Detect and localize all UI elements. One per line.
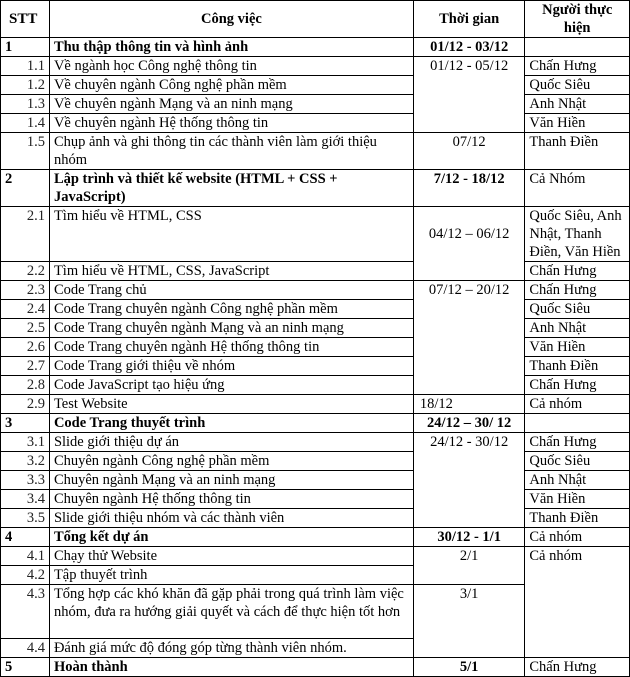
cell-person[interactable]: Chấn Hưng xyxy=(525,262,630,281)
table-row xyxy=(1,376,630,395)
table-row xyxy=(1,490,630,509)
table-row xyxy=(1,471,630,490)
cell-task[interactable]: Code Trang chủ xyxy=(49,281,413,300)
cell-person[interactable]: Chấn Hưng xyxy=(525,57,630,76)
table-row xyxy=(1,300,630,319)
cell-task[interactable]: Đánh giá mức độ đóng góp từng thành viên nhóm. xyxy=(49,639,413,658)
cell-stt[interactable]: 2.5 xyxy=(1,319,50,338)
cell-stt[interactable]: 2.6 xyxy=(1,338,50,357)
cell-stt[interactable]: 3.2 xyxy=(1,452,50,471)
cell-stt[interactable]: 4.2 xyxy=(1,566,50,585)
cell-task[interactable]: Slide giới thiệu dự án xyxy=(49,433,413,452)
table-row-section xyxy=(1,38,630,57)
cell-person[interactable]: Văn Hiền xyxy=(525,114,630,133)
cell-stt[interactable]: 2.3 xyxy=(1,281,50,300)
cell-stt[interactable]: 2.8 xyxy=(1,376,50,395)
cell-stt[interactable]: 3.5 xyxy=(1,509,50,528)
cell-person[interactable]: Văn Hiền xyxy=(525,490,630,509)
cell-task[interactable]: Chụp ảnh và ghi thông tin các thành viên làm giới thiệu nhóm xyxy=(49,133,413,170)
table-row-section xyxy=(1,170,630,207)
cell-person[interactable]: Cả Nhóm xyxy=(525,170,630,207)
cell-task[interactable]: Code Trang chuyên ngành Công nghệ phần mềm xyxy=(49,300,413,319)
cell-person[interactable]: Anh Nhật xyxy=(525,319,630,338)
cell-person[interactable]: Thanh Điền xyxy=(525,357,630,376)
cell-task[interactable]: Code Trang thuyết trình xyxy=(49,414,413,433)
cell-task[interactable]: Hoàn thành xyxy=(49,658,413,677)
cell-time[interactable]: 5/1 xyxy=(413,658,525,677)
cell-stt[interactable]: 2.4 xyxy=(1,300,50,319)
cell-task[interactable]: Thu thập thông tin và hình ảnh xyxy=(49,38,413,57)
cell-task[interactable]: Lập trình và thiết kế website (HTML + CSS + JavaScript) xyxy=(49,170,413,207)
cell-person[interactable]: Văn Hiền xyxy=(525,338,630,357)
cell-person[interactable]: Quốc Siêu, Anh Nhật, Thanh Điền, Văn Hiền xyxy=(525,207,630,262)
cell-person[interactable]: Cả nhóm xyxy=(525,528,630,547)
cell-time[interactable]: 01/12 - 05/12 xyxy=(413,57,525,133)
table-row xyxy=(1,319,630,338)
cell-task[interactable]: Slide giới thiệu nhóm và các thành viên xyxy=(49,509,413,528)
cell-task[interactable]: Về chuyên ngành Công nghệ phần mềm xyxy=(49,76,413,95)
cell-time[interactable]: 24/12 – 30/ 12 xyxy=(413,414,525,433)
cell-stt[interactable]: 3.3 xyxy=(1,471,50,490)
cell-task[interactable]: Tổng kết dự án xyxy=(49,528,413,547)
cell-task[interactable]: Code Trang chuyên ngành Hệ thống thông tin xyxy=(49,338,413,357)
cell-time[interactable]: 24/12 - 30/12 xyxy=(413,433,525,528)
cell-task[interactable]: Về chuyên ngành Hệ thống thông tin xyxy=(49,114,413,133)
cell-stt[interactable]: 1.1 xyxy=(1,57,50,76)
cell-task[interactable]: Tổng hợp các khó khăn đã gặp phải trong quá trình làm việc nhóm, đưa ra hướng giải quyết và cách để thực hiện tốt hơn xyxy=(49,585,413,639)
table-row-section xyxy=(1,528,630,547)
cell-stt[interactable]: 5 xyxy=(1,658,50,677)
cell-person[interactable]: Thanh Điền xyxy=(525,133,630,170)
cell-person[interactable] xyxy=(525,414,630,433)
cell-stt[interactable]: 2 xyxy=(1,170,50,207)
cell-person[interactable]: Quốc Siêu xyxy=(525,300,630,319)
cell-task[interactable]: Code Trang giới thiệu về nhóm xyxy=(49,357,413,376)
table-row xyxy=(1,207,630,262)
cell-task[interactable]: Code Trang chuyên ngành Mạng và an ninh mạng xyxy=(49,319,413,338)
cell-stt[interactable]: 1.3 xyxy=(1,95,50,114)
cell-person[interactable]: Cả nhóm xyxy=(525,395,630,414)
cell-person[interactable]: Quốc Siêu xyxy=(525,452,630,471)
cell-time[interactable]: 2/1 xyxy=(413,547,525,585)
cell-time[interactable]: 04/12 – 06/12 xyxy=(413,207,525,281)
table-row xyxy=(1,281,630,300)
cell-time[interactable]: 7/12 - 18/12 xyxy=(413,170,525,207)
table-row-section xyxy=(1,414,630,433)
cell-task[interactable]: Về ngành học Công nghệ thông tin xyxy=(49,57,413,76)
cell-task[interactable]: Code JavaScript tạo hiệu ứng xyxy=(49,376,413,395)
cell-stt[interactable]: 3.4 xyxy=(1,490,50,509)
table-row xyxy=(1,76,630,95)
header-row xyxy=(1,1,630,38)
cell-task[interactable]: Về chuyên ngành Mạng và an ninh mạng xyxy=(49,95,413,114)
cell-task[interactable]: Tìm hiểu về HTML, CSS, JavaScript xyxy=(49,262,413,281)
cell-task[interactable]: Tìm hiểu về HTML, CSS xyxy=(49,207,413,262)
table-row xyxy=(1,452,630,471)
cell-task[interactable]: Chuyên ngành Mạng và an ninh mạng xyxy=(49,471,413,490)
cell-task[interactable]: Chuyên ngành Hệ thống thông tin xyxy=(49,490,413,509)
cell-person[interactable]: Cả nhóm xyxy=(525,547,630,658)
table-row xyxy=(1,357,630,376)
header-task[interactable]: Công việc xyxy=(49,1,413,38)
table-row xyxy=(1,114,630,133)
cell-stt[interactable]: 4 xyxy=(1,528,50,547)
header-time[interactable]: Thời gian xyxy=(413,1,525,38)
cell-person[interactable]: Quốc Siêu xyxy=(525,76,630,95)
cell-time[interactable]: 30/12 - 1/1 xyxy=(413,528,525,547)
cell-person[interactable]: Chấn Hưng xyxy=(525,376,630,395)
cell-stt[interactable]: 3.1 xyxy=(1,433,50,452)
table-row xyxy=(1,262,630,281)
cell-person[interactable]: Chấn Hưng xyxy=(525,433,630,452)
table-row xyxy=(1,338,630,357)
cell-time[interactable]: 07/12 xyxy=(413,133,525,170)
cell-time[interactable]: 18/12 xyxy=(413,395,525,414)
cell-stt[interactable]: 2.9 xyxy=(1,395,50,414)
table-row-section xyxy=(1,658,630,677)
cell-stt[interactable]: 1.4 xyxy=(1,114,50,133)
table-row xyxy=(1,95,630,114)
cell-time[interactable]: 07/12 – 20/12 xyxy=(413,281,525,395)
cell-stt[interactable]: 3 xyxy=(1,414,50,433)
cell-person[interactable] xyxy=(525,38,630,57)
table-row xyxy=(1,395,630,414)
cell-stt[interactable]: 2.1 xyxy=(1,207,50,262)
cell-task[interactable]: Test Website xyxy=(49,395,413,414)
cell-task[interactable]: Chạy thử Website xyxy=(49,547,413,566)
cell-person[interactable]: Chấn Hưng xyxy=(525,281,630,300)
cell-stt[interactable]: 1.5 xyxy=(1,133,50,170)
table-row xyxy=(1,547,630,566)
cell-task[interactable]: Chuyên ngành Công nghệ phần mềm xyxy=(49,452,413,471)
cell-person[interactable]: Anh Nhật xyxy=(525,95,630,114)
cell-stt[interactable]: 1.2 xyxy=(1,76,50,95)
cell-person[interactable]: Anh Nhật xyxy=(525,471,630,490)
cell-stt[interactable]: 4.1 xyxy=(1,547,50,566)
cell-stt[interactable]: 2.2 xyxy=(1,262,50,281)
table-row xyxy=(1,509,630,528)
cell-person[interactable]: Thanh Điền xyxy=(525,509,630,528)
cell-person[interactable]: Chấn Hưng xyxy=(525,658,630,677)
header-person[interactable]: Người thực hiện xyxy=(525,1,630,38)
cell-time[interactable]: 3/1 xyxy=(413,585,525,658)
header-stt[interactable]: STT xyxy=(1,1,50,38)
table-row xyxy=(1,133,630,170)
cell-stt[interactable]: 4.4 xyxy=(1,639,50,658)
cell-time[interactable]: 01/12 - 03/12 xyxy=(413,38,525,57)
cell-stt[interactable]: 1 xyxy=(1,38,50,57)
cell-task[interactable]: Tập thuyết trình xyxy=(49,566,413,585)
cell-stt[interactable]: 2.7 xyxy=(1,357,50,376)
table-row xyxy=(1,433,630,452)
cell-stt[interactable]: 4.3 xyxy=(1,585,50,639)
table-row xyxy=(1,57,630,76)
